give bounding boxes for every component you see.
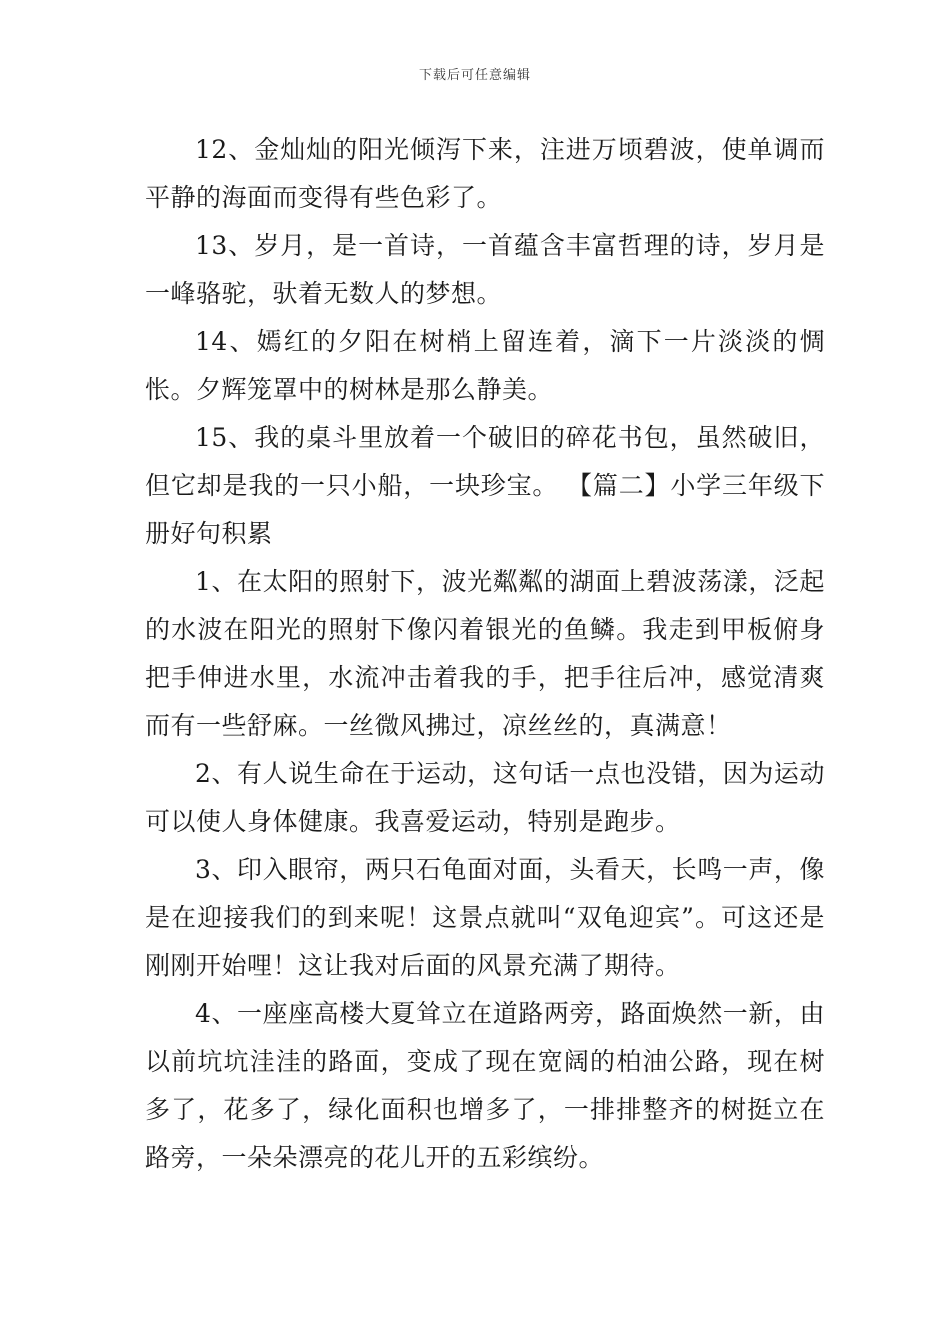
page-header-note: 下载后可任意编辑 [418, 68, 531, 83]
paragraph-14: 14、嫣红的夕阳在树梢上留连着，滴下一片淡淡的惆怅。夕辉笼罩中的树林是那么静美。 [145, 327, 825, 404]
paragraph-2: 2、有人说生命在于运动，这句话一点也没错，因为运动可以使人身体健康。我喜爱运动，特别是跑步。 [145, 759, 825, 836]
paragraph-13: 13、岁月，是一首诗，一首蕴含丰富哲理的诗，岁月是一峰骆驼，驮着无数人的梦想。 [145, 231, 825, 308]
paragraph-4: 4、一座座高楼大夏耸立在道路两旁，路面焕然一新，由以前坑坑洼洼的路面，变成了现在宽阔的柏油公路，现在树多了，花多了，绿化面积也增多了，一排排整齐的树挺立在路旁，一朵朵漂亮的花儿开的五彩缤纷。 [145, 999, 825, 1172]
paragraph-3: 3、印入眼帘，两只石龟面对面，头看天，长鸣一声，像是在迎接我们的到来呢！这景点就叫“双龟迎宾”。可这还是刚刚开始哩！这让我对后面的风景充满了期待。 [145, 855, 825, 980]
paragraph-12: 12、金灿灿的阳光倾泻下来，注进万顷碧波，使单调而平静的海面而变得有些色彩了。 [145, 135, 825, 212]
paragraph-15: 15、我的桌斗里放着一个破旧的碎花书包，虽然破旧，但它却是我的一只小船，一块珍宝。 【篇二】小学三年级下册好句积累 [145, 423, 825, 548]
paragraph-1: 1、在太阳的照射下，波光粼粼的湖面上碧波荡漾，泛起的水波在阳光的照射下像闪着银光的鱼鳞。我走到甲板俯身把手伸进水里，水流冲击着我的手，把手往后冲，感觉清爽而有一些舒麻。一丝微风拂过，凉丝丝的，真满意！ [145, 567, 825, 740]
document-body [145, 126, 825, 1182]
